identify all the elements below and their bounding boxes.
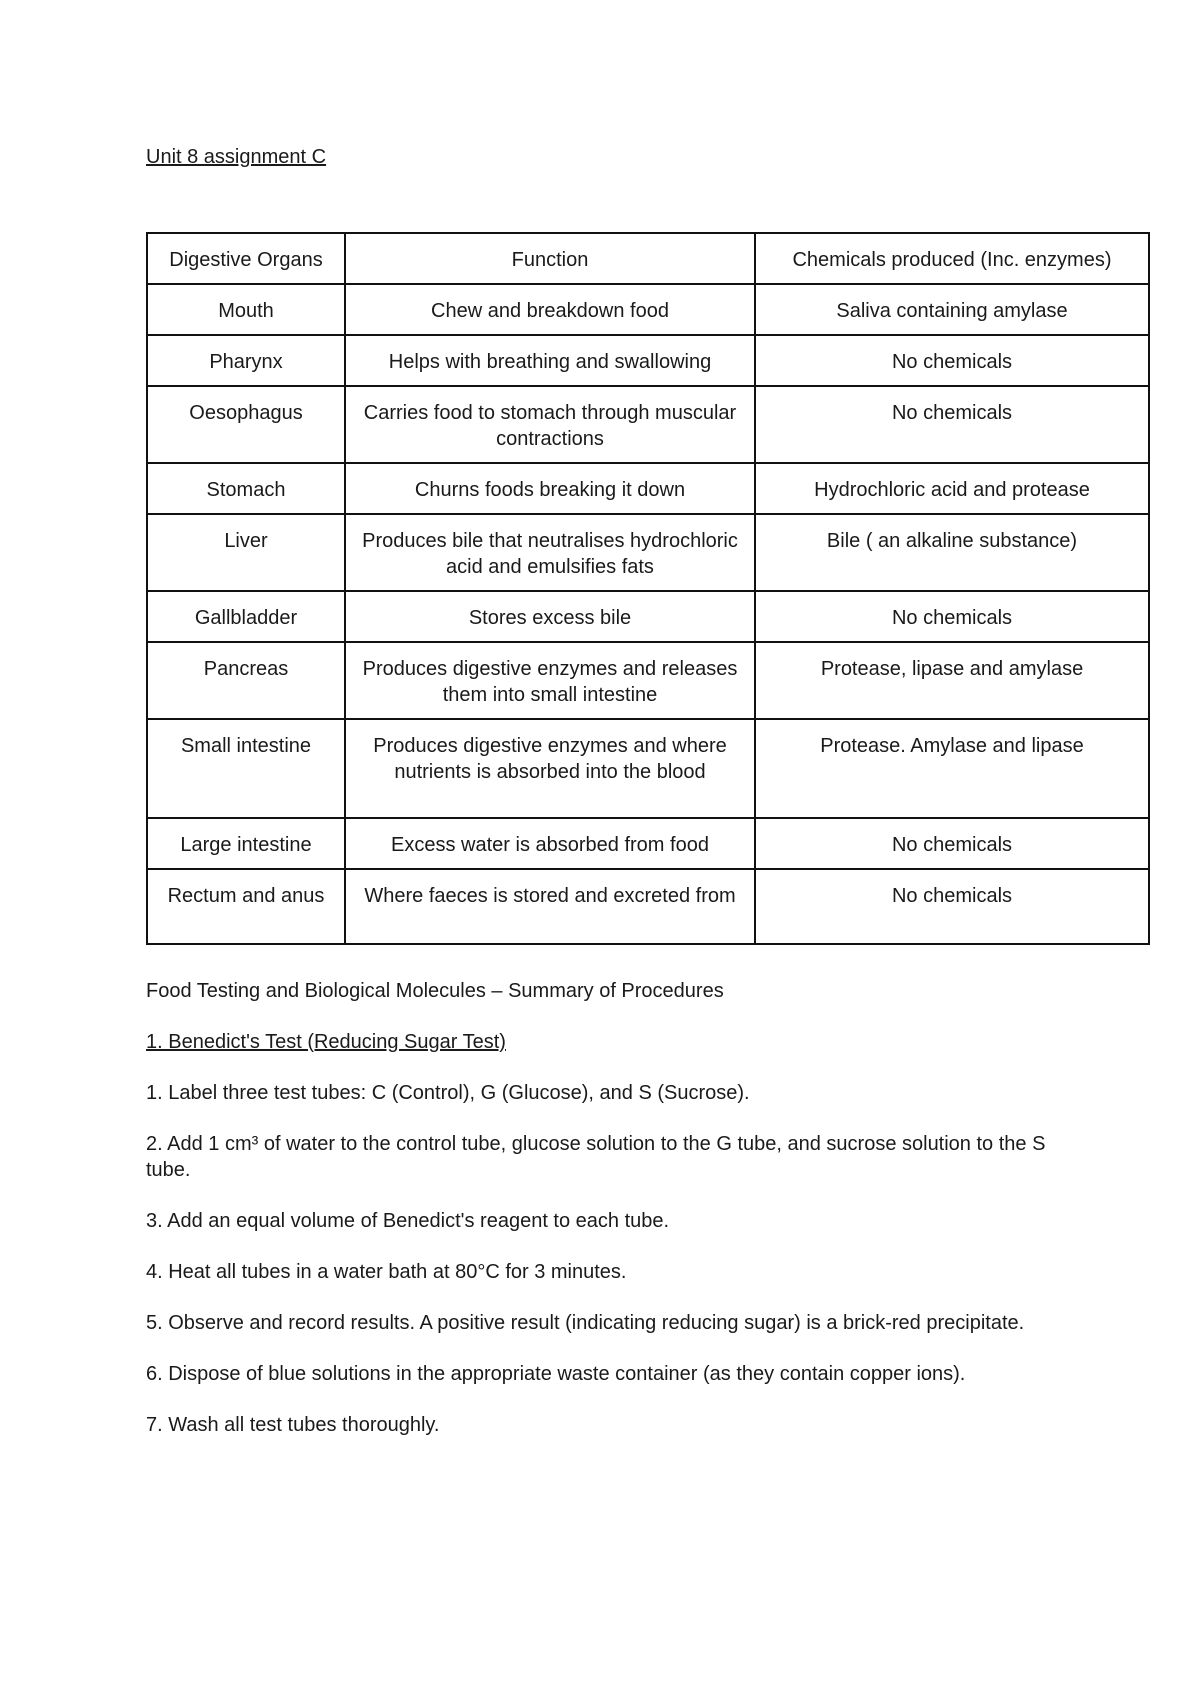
table-row	[147, 284, 1149, 335]
function-cell: Excess water is absorbed from food	[345, 818, 755, 869]
procedure-step: 2. Add 1 cm³ of water to the control tube, glucose solution to the G tube, and sucrose solution to the S tube.	[146, 1133, 1046, 1181]
function-cell: Churns foods breaking it down	[345, 463, 755, 514]
table-row	[147, 386, 1149, 463]
table-row	[147, 514, 1149, 591]
procedure-step: 6. Dispose of blue solutions in the appropriate waste container (as they contain copper ions).	[146, 1363, 966, 1385]
organ-cell: Liver	[147, 514, 345, 591]
column-header-function: Function	[345, 233, 755, 284]
chemicals-cell: No chemicals	[755, 335, 1149, 386]
table-row	[147, 818, 1149, 869]
procedure-step: 3. Add an equal volume of Benedict's reagent to each tube.	[146, 1210, 670, 1232]
column-header-chemicals: Chemicals produced (Inc. enzymes)	[755, 233, 1149, 284]
organ-cell: Large intestine	[147, 818, 345, 869]
table-row	[147, 463, 1149, 514]
organ-cell: Pharynx	[147, 335, 345, 386]
function-cell: Carries food to stomach through muscular contractions	[345, 386, 755, 463]
function-cell: Produces digestive enzymes and where nutrients is absorbed into the blood	[345, 719, 755, 818]
organ-cell: Oesophagus	[147, 386, 345, 463]
organ-cell: Stomach	[147, 463, 345, 514]
procedure-step: 1. Label three test tubes: C (Control), G (Glucose), and S (Sucrose).	[146, 1082, 750, 1104]
column-header-organs: Digestive Organs	[147, 233, 345, 284]
table-row	[147, 869, 1149, 944]
procedure-step: 5. Observe and record results. A positive result (indicating reducing sugar) is a brick-red precipitate.	[146, 1312, 1025, 1334]
chemicals-cell: Protease, lipase and amylase	[755, 642, 1149, 719]
procedures-section	[146, 978, 1086, 1463]
chemicals-cell: Saliva containing amylase	[755, 284, 1149, 335]
table-header-row	[147, 233, 1149, 284]
function-cell: Produces bile that neutralises hydrochloric acid and emulsifies fats	[345, 514, 755, 591]
chemicals-cell: No chemicals	[755, 818, 1149, 869]
chemicals-cell: Protease. Amylase and lipase	[755, 719, 1149, 818]
table-row	[147, 642, 1149, 719]
section-heading: Food Testing and Biological Molecules – Summary of Procedures	[146, 980, 724, 1002]
organ-cell: Rectum and anus	[147, 869, 345, 944]
procedure-step: 4. Heat all tubes in a water bath at 80°C for 3 minutes.	[146, 1261, 627, 1283]
function-cell: Where faeces is stored and excreted from	[345, 869, 755, 944]
chemicals-cell: Bile ( an alkaline substance)	[755, 514, 1149, 591]
function-cell: Chew and breakdown food	[345, 284, 755, 335]
chemicals-cell: No chemicals	[755, 386, 1149, 463]
table-row	[147, 719, 1149, 818]
chemicals-cell: Hydrochloric acid and protease	[755, 463, 1149, 514]
table-row	[147, 591, 1149, 642]
table-row	[147, 335, 1149, 386]
organ-cell: Pancreas	[147, 642, 345, 719]
digestive-organs-table	[146, 232, 1150, 945]
test-subheading: 1. Benedict's Test (Reducing Sugar Test)	[146, 1031, 506, 1053]
organ-cell: Mouth	[147, 284, 345, 335]
organ-cell: Gallbladder	[147, 591, 345, 642]
chemicals-cell: No chemicals	[755, 591, 1149, 642]
chemicals-cell: No chemicals	[755, 869, 1149, 944]
document-title: Unit 8 assignment C	[146, 146, 327, 168]
function-cell: Helps with breathing and swallowing	[345, 335, 755, 386]
organ-cell: Small intestine	[147, 719, 345, 818]
procedure-step: 7. Wash all test tubes thoroughly.	[146, 1414, 440, 1436]
function-cell: Stores excess bile	[345, 591, 755, 642]
function-cell: Produces digestive enzymes and releases them into small intestine	[345, 642, 755, 719]
